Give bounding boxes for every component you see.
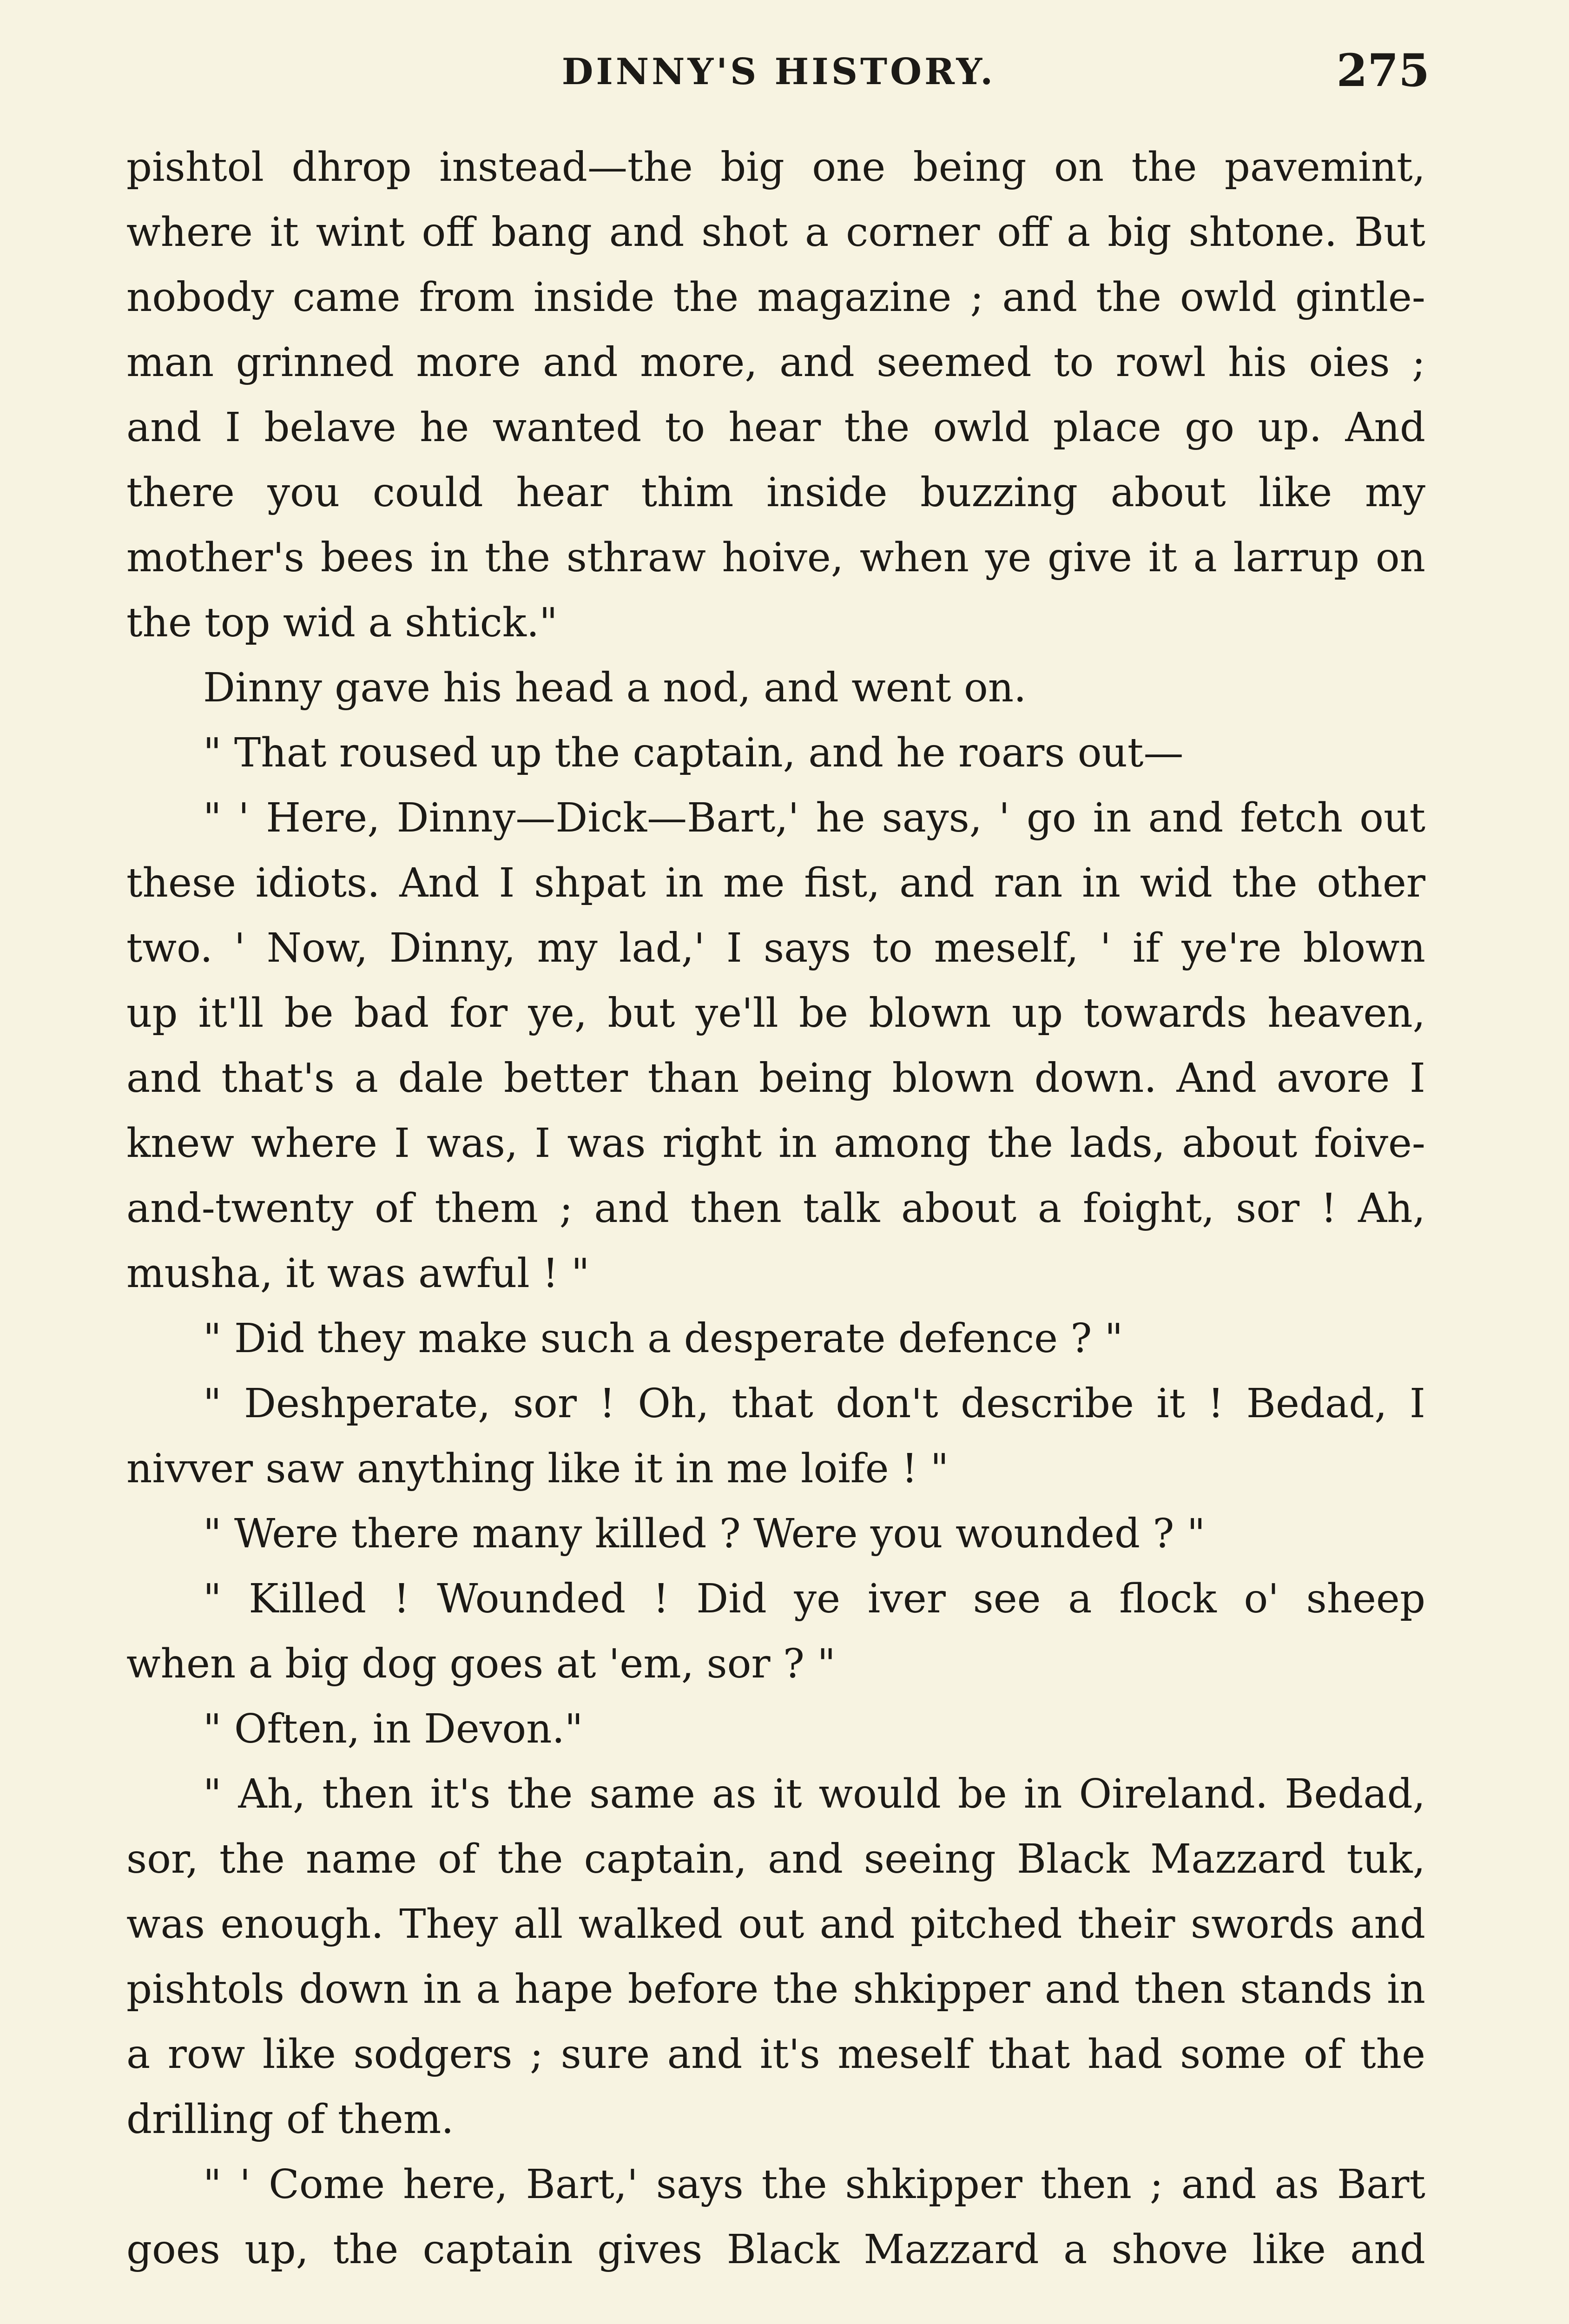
text-line: up it'll be bad for ye, but ye'll be blown up towards heaven,	[126, 990, 1425, 1037]
text-line: sor, the name of the captain, and seeing Black Mazzard tuk,	[126, 1836, 1425, 1882]
text-line: pishtols down in a hape before the shkipper and then stands in	[126, 1966, 1425, 2013]
text-line: " That roused up the captain, and he roars out—	[203, 730, 1184, 776]
text-line: was enough. They all walked out and pitched their swords and	[126, 1901, 1425, 1948]
text-line: man grinned more and more, and seemed to rowl his oies ;	[126, 339, 1425, 386]
text-line: drilling of them.	[126, 2096, 454, 2143]
text-line: musha, it was awful ! "	[126, 1250, 590, 1297]
text-line: " ' Come here, Bart,' says the shkipper then ; and as Bart	[203, 2161, 1425, 2208]
text-line: mother's bees in the sthraw hoive, when ye give it a larrup on	[126, 535, 1425, 581]
text-line: " Were there many killed ? Were you wounded ? "	[203, 1511, 1206, 1557]
text-line: goes up, the captain gives Black Mazzard a shove like and	[126, 2226, 1425, 2273]
text-line: " Killed ! Wounded ! Did ye iver see a flock o' sheep	[203, 1576, 1425, 1622]
body-text	[126, 135, 1425, 2282]
text-line: when a big dog goes at 'em, sor ? "	[126, 1641, 836, 1687]
text-line: Dinny gave his head a nod, and went on.	[203, 665, 1027, 711]
text-line: pishtol dhrop instead—the big one being on the pavemint,	[126, 144, 1425, 191]
text-line: knew where I was, I was right in among the lads, about foive-	[126, 1120, 1425, 1167]
text-line: nobody came from inside the magazine ; and the owld gintle-	[126, 274, 1425, 321]
text-line: " ' Here, Dinny—Dick—Bart,' he says, ' go in and fetch out	[203, 795, 1425, 841]
text-line: two. ' Now, Dinny, my lad,' I says to meself, ' if ye're blown	[126, 925, 1425, 971]
text-line: where it wint off bang and shot a corner off a big shtone. But	[126, 209, 1425, 256]
text-line: the top wid a shtick."	[126, 600, 558, 646]
text-line: a row like sodgers ; sure and it's meself that had some of the	[126, 2031, 1425, 2078]
text-line: " Did they make such a desperate defence ? "	[203, 1315, 1123, 1362]
text-line: nivver saw anything like it in me loife ! "	[126, 1446, 949, 1492]
text-line: there you could hear thim inside buzzing about like my	[126, 469, 1425, 516]
text-line: and I belave he wanted to hear the owld place go up. And	[126, 404, 1425, 451]
running-head	[128, 44, 1430, 105]
text-line: " Ah, then it's the same as it would be in Oireland. Bedad,	[203, 1771, 1425, 1817]
text-line: these idiots. And I shpat in me fist, and ran in wid the other	[126, 860, 1425, 906]
text-line: and that's a dale better than being blown down. And avore I	[126, 1055, 1425, 1102]
running-title: DINNY'S HISTORY.	[561, 51, 996, 93]
page-number: 275	[1336, 44, 1430, 97]
text-line: and-twenty of them ; and then talk about a foight, sor ! Ah,	[126, 1185, 1425, 1232]
text-line: " Deshperate, sor ! Oh, that don't describe it ! Bedad, I	[203, 1380, 1425, 1427]
text-line: " Often, in Devon."	[203, 1706, 583, 1752]
